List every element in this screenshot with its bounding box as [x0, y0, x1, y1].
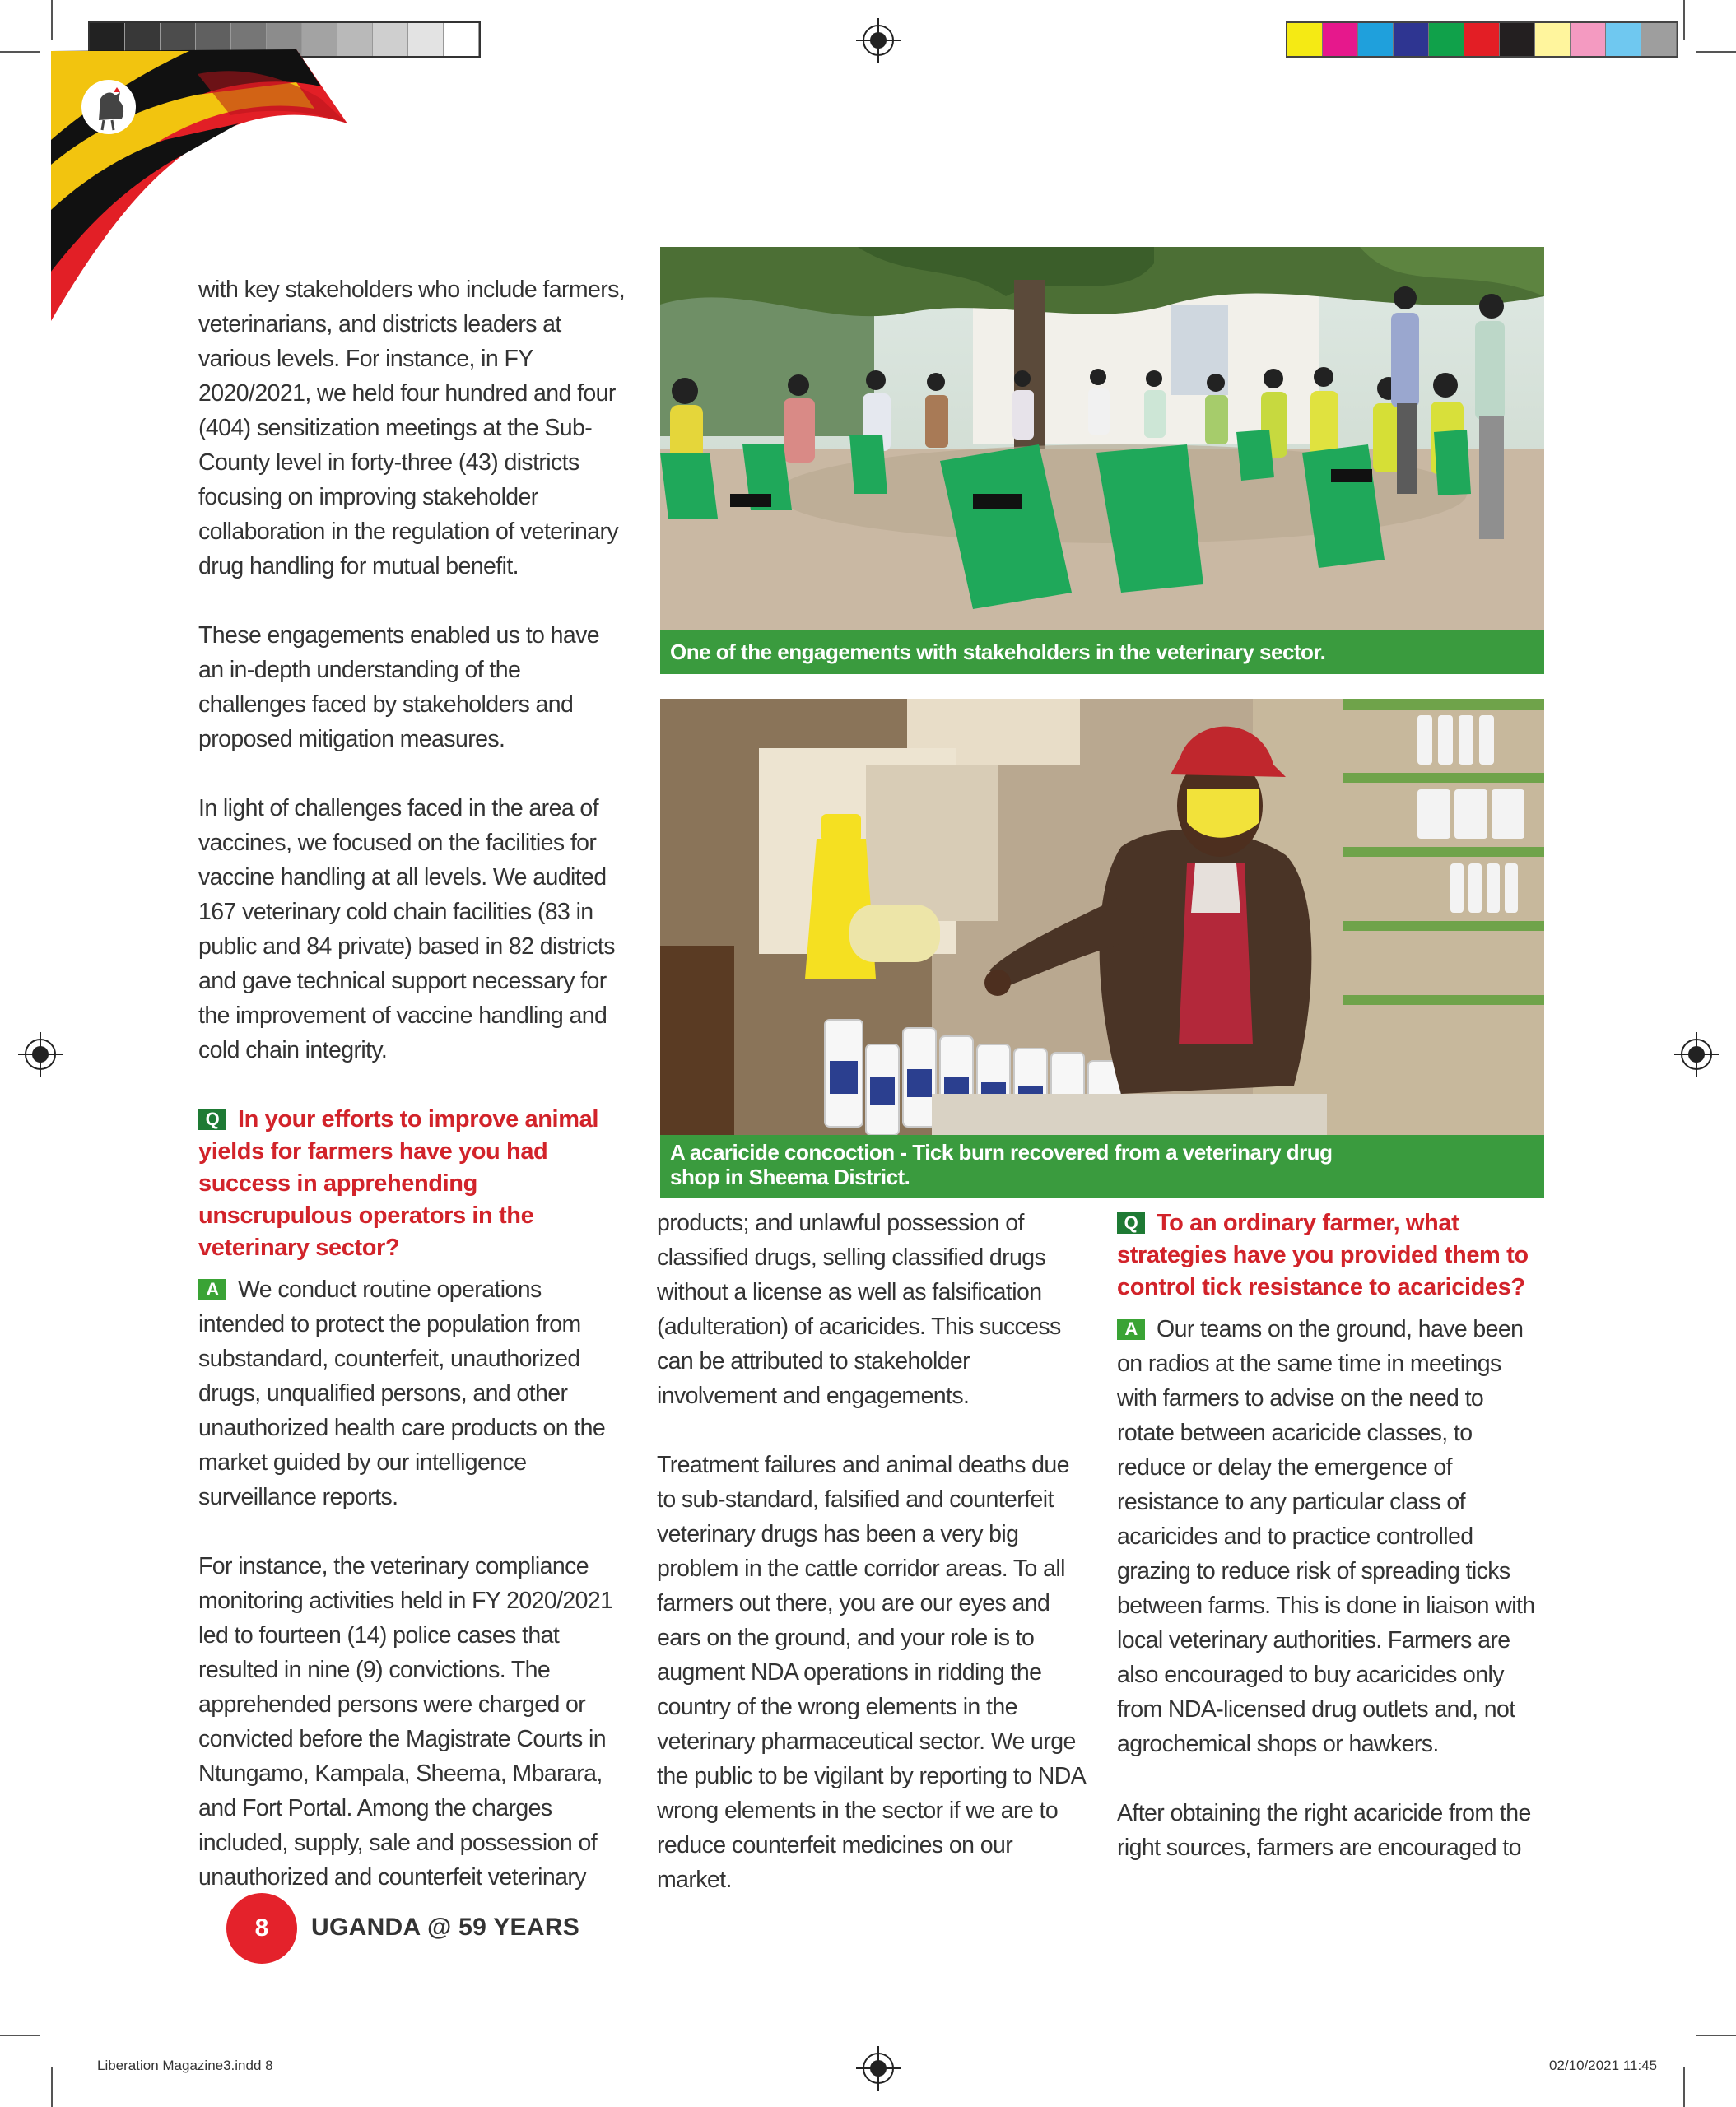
stakeholder-meeting-photo	[660, 247, 1544, 630]
color-swatch	[1358, 23, 1394, 56]
answer-paragraph	[198, 1272, 626, 1514]
slug-timestamp: 02/10/2021 11:45	[1549, 2058, 1658, 2073]
question-text: To an ordinary farmer, what strategies have you provided them to control tick resistance to acaricides?	[1117, 1210, 1529, 1300]
body-paragraph: These engagements enabled us to have an in-depth understanding of the challenges faced by stakeholders and proposed mitigation measures.	[198, 622, 600, 752]
color-swatch	[1464, 23, 1500, 56]
color-swatch	[1394, 23, 1429, 56]
answer-tag: A	[1117, 1319, 1145, 1340]
body-paragraph: After obtaining the right acaricide from the right sources, farmers are encouraged to	[1117, 1800, 1531, 1861]
registration-mark-left	[25, 1039, 56, 1070]
color-swatch	[1535, 23, 1571, 56]
column-right	[1117, 1207, 1545, 1865]
slug-filename: Liberation Magazine3.indd 8	[97, 2058, 273, 2073]
answer-paragraph	[1117, 1312, 1545, 1761]
color-swatch	[1323, 23, 1358, 56]
question-heading	[198, 1104, 626, 1264]
question-text: In your efforts to improve animal yields for farmers have you had success in apprehending unscrupulous operators in the veterinary sector?	[198, 1106, 598, 1261]
page-number: 8	[226, 1893, 297, 1964]
color-swatch	[1429, 23, 1464, 56]
registration-mark-top	[863, 25, 894, 56]
answer-text: We conduct routine operations intended to protect the population from substandard, counterfeit, unauthorized drugs, unqualified persons, and other unauthorized health care products on the market guided by our intelligence surveillance reports.	[198, 1277, 606, 1510]
grayscale-swatch	[444, 23, 479, 56]
question-heading	[1117, 1207, 1545, 1304]
body-paragraph: with key stakeholders who include farmers, veterinarians, and districts leaders at various levels. For instance, in FY 2020/2021, we held four hundred and four (404) sensitization meetings at the Sub-County level in forty-three (43) districts focusing on improving stakeholder collaboration in the regulation of veterinary drug handling for mutual benefit.	[198, 277, 626, 579]
grayscale-swatch	[408, 23, 444, 56]
body-paragraph: In light of challenges faced in the area of vaccines, we focused on the facilities for vaccine handling at all levels. We audited 167 veterinary cold chain facilities (83 in public and 84 private) based in 82 districts and gave technical support necessary for the improvement of vaccine handling and cold chain integrity.	[198, 795, 615, 1063]
photo-caption: One of the engagements with stakeholders in the veterinary sector.	[660, 630, 1544, 674]
photo-caption-line: shop in Sheema District.	[670, 1165, 910, 1189]
color-swatch	[1571, 23, 1606, 56]
body-paragraph: Treatment failures and animal deaths due to sub-standard, falsified and counterfeit veterinary drugs has been a very big problem in the cattle corridor areas. To all farmers out there, you are our eyes and ears on the ground, and your role is to augment NDA operations in ridding the country of the wrong elements in the veterinary pharmaceutical sector. We urge the public to be vigilant by reporting to NDA wrong elements in the sector if we are to reduce counterfeit medicines on our market.	[657, 1452, 1085, 1893]
column-middle	[657, 1206, 1085, 1897]
column-left	[198, 272, 626, 1895]
question-tag: Q	[1117, 1212, 1145, 1234]
body-paragraph: For instance, the veterinary compliance monitoring activities held in FY 2020/2021 led to fourteen (14) police cases that resulted in nine (9) convictions. The apprehended persons were charged or convicted before the Magistrate Courts in Ntungamo, Kampala, Sheema, Mbarara, and Fort Portal. Among the charges included, supply, sale and possession of unauthorized and counterfeit veterinary	[198, 1553, 613, 1891]
registration-mark-right	[1681, 1039, 1712, 1070]
registration-mark-bottom	[863, 2053, 894, 2084]
color-swatch	[1606, 23, 1641, 56]
body-paragraph: products; and unlawful possession of classified drugs, selling classified drugs without a license as well as falsification (adulteration) of acaricides. This success can be attributed to stakeholder involvement and engagements.	[657, 1210, 1061, 1409]
magazine-title: UGANDA @ 59 YEARS	[311, 1914, 580, 1941]
photo-caption	[660, 1135, 1544, 1198]
color-swatch	[1500, 23, 1535, 56]
question-tag: Q	[198, 1109, 226, 1130]
photo-caption-line: A acaricide concoction - Tick burn recovered from a veterinary drug	[670, 1140, 1333, 1165]
color-swatch	[1641, 23, 1677, 56]
answer-text: Our teams on the ground, have been on radios at the same time in meetings with farmers to advise on the need to rotate between acaricide classes, to reduce or delay the emergence of resistance to any particular class of acaricides and to practice controlled grazing to reduce risk of spreading ticks between farms. This is done in liaison with local veterinary authorities. Farmers are also encouraged to buy acaricides only from NDA-licensed drug outlets and, not agrochemical shops or hawkers.	[1117, 1316, 1535, 1757]
color-swatch	[1287, 23, 1323, 56]
grayscale-swatch	[373, 23, 408, 56]
drug-shop-photo	[660, 699, 1544, 1135]
color-bar	[1286, 21, 1678, 58]
answer-tag: A	[198, 1279, 226, 1300]
